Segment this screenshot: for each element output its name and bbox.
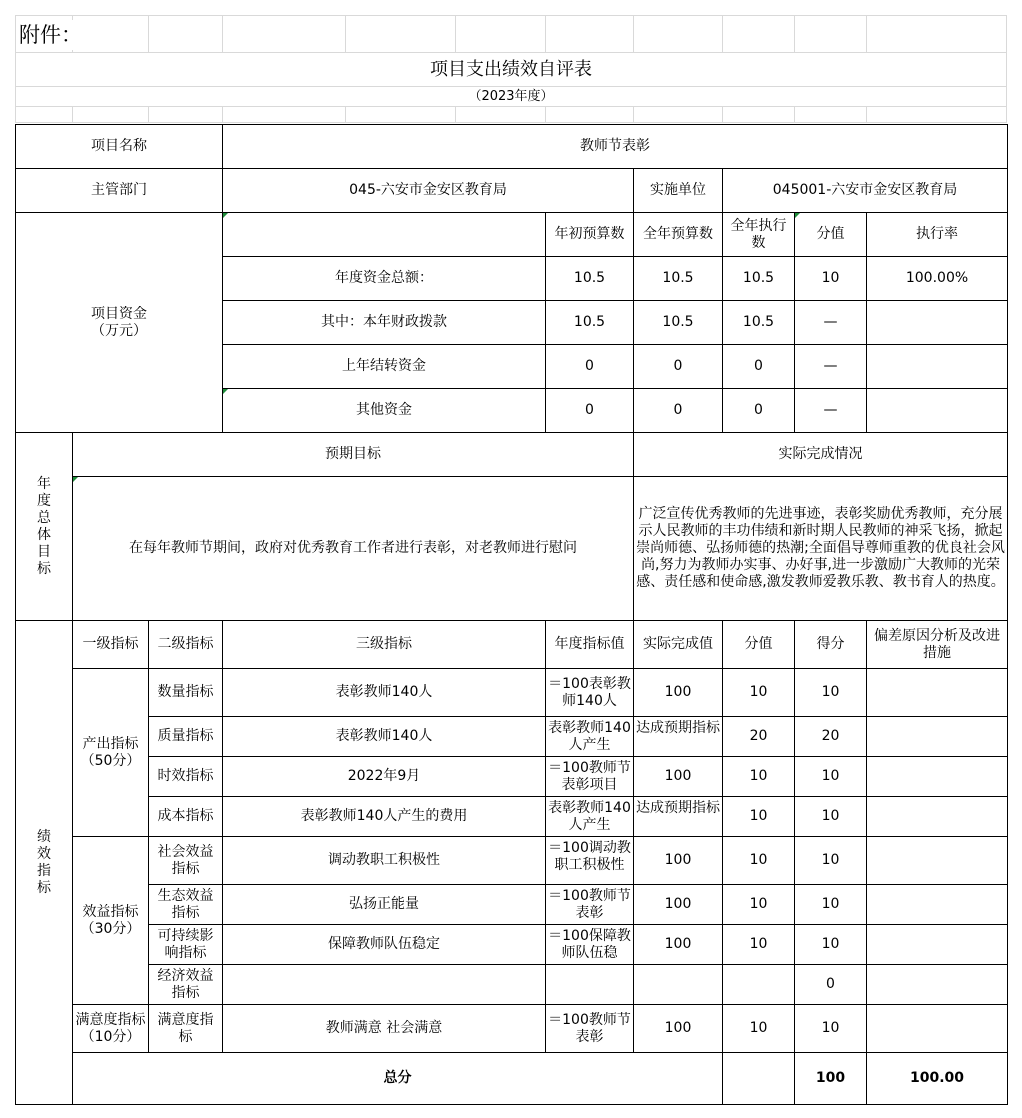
- project-name-label: 项目名称: [16, 125, 223, 169]
- note-cell: [867, 885, 1008, 925]
- page-title: 项目支出绩效自评表: [430, 59, 592, 80]
- score-cell: 10: [795, 885, 867, 925]
- funds-row-score-value: —: [795, 345, 867, 389]
- actual-cell: 100: [634, 837, 723, 885]
- level3-cell: 教师满意 社会满意: [223, 1005, 546, 1053]
- header-score-value: 分值: [723, 621, 795, 669]
- level2-cell: 生态效益指标: [149, 885, 223, 925]
- level2-cell: 可持续影响指标: [149, 925, 223, 965]
- actual-cell: 100: [634, 925, 723, 965]
- level3-cell: 表彰教师140人产生的费用: [223, 797, 546, 837]
- actual-cell: 达成预期指标: [634, 717, 723, 757]
- funds-row-executed: 10.5: [723, 301, 795, 345]
- target-cell: ＝100教师节表彰: [546, 1005, 634, 1053]
- target-cell: 表彰教师140人产生: [546, 797, 634, 837]
- score-value-cell: 20: [723, 717, 795, 757]
- actual-cell: 100: [634, 1005, 723, 1053]
- score-cell: 10: [795, 925, 867, 965]
- level1-benefit: 效益指标 （30分）: [73, 837, 149, 1005]
- actual-cell: 100: [634, 669, 723, 717]
- funds-row-score-value: 10: [795, 257, 867, 301]
- funds-row-initial: 10.5: [546, 301, 634, 345]
- report-year: （2023年度）: [468, 89, 554, 104]
- header-level2: 二级指标: [149, 621, 223, 669]
- level3-cell: 弘扬正能量: [223, 885, 546, 925]
- level3-cell: 表彰教师140人: [223, 669, 546, 717]
- dept-label: 主管部门: [16, 169, 223, 213]
- funds-row-annual: 0: [634, 389, 723, 433]
- indicator-row: [16, 717, 1008, 757]
- indicators-label: 绩 效 指 标: [16, 621, 73, 1105]
- indicator-row: [16, 797, 1008, 837]
- project-name: 教师节表彰: [223, 125, 1008, 169]
- funds-row-name: 其他资金: [223, 389, 546, 433]
- funds-header-initial: 年初预算数: [546, 213, 634, 257]
- score-value-cell: 10: [723, 797, 795, 837]
- score-value-cell: 10: [723, 837, 795, 885]
- funds-row-rate: [867, 301, 1008, 345]
- score-cell: 20: [795, 717, 867, 757]
- level3-cell: [223, 965, 546, 1005]
- level2-cell: 成本指标: [149, 797, 223, 837]
- header-target: 年度指标值: [546, 621, 634, 669]
- level2-cell: 社会效益指标: [149, 837, 223, 885]
- level3-cell: 保障教师队伍稳定: [223, 925, 546, 965]
- header-deviation: 偏差原因分析及改进措施: [867, 621, 1008, 669]
- target-cell: ＝100教师节表彰: [546, 885, 634, 925]
- header-score: 得分: [795, 621, 867, 669]
- funds-row-annual: 0: [634, 345, 723, 389]
- actual-result-text: 广泛宣传优秀教师的先进事迹，表彰奖励优秀教师，充分展示人民教师的丰功伟绩和新时期人民教师的神采飞扬，掀起崇尚师德、弘扬师德的热潮;全面倡导尊师重教的优良社会风尚,努力为教师办实事、办好事,进一步激励广大教师的光荣感、责任感和使命感,激发教师爱教乐教、教书育人的热度。: [634, 477, 1008, 621]
- indicator-row: [16, 965, 1008, 1005]
- note-cell: [867, 1005, 1008, 1053]
- score-cell: 10: [795, 757, 867, 797]
- note-cell: [867, 757, 1008, 797]
- score-cell: 10: [795, 669, 867, 717]
- attachment-label: 附件：: [19, 20, 86, 50]
- total-label: 总分: [73, 1053, 723, 1105]
- actual-cell: 100: [634, 757, 723, 797]
- funds-row-rate: [867, 345, 1008, 389]
- indicator-row: [16, 885, 1008, 925]
- score-value-cell: 10: [723, 1005, 795, 1053]
- unit-value: 045001-六安市金安区教育局: [723, 169, 1008, 213]
- level3-cell: 2022年9月: [223, 757, 546, 797]
- target-cell: 表彰教师140人产生: [546, 717, 634, 757]
- target-cell: ＝100调动教职工积极性: [546, 837, 634, 885]
- funds-row-initial: 0: [546, 345, 634, 389]
- funds-header-executed: 全年执行数: [723, 213, 795, 257]
- level3-cell: 表彰教师140人: [223, 717, 546, 757]
- funds-row-name: 年度资金总额：: [223, 257, 546, 301]
- funds-header-rate: 执行率: [867, 213, 1008, 257]
- funds-row-score-value: —: [795, 389, 867, 433]
- header-actual: 实际完成值: [634, 621, 723, 669]
- score-cell: 0: [795, 965, 867, 1005]
- funds-row-score-value: —: [795, 301, 867, 345]
- actual-cell: 100: [634, 885, 723, 925]
- expected-goal-header: 预期目标: [73, 433, 634, 477]
- indicator-row: [16, 757, 1008, 797]
- indicator-row: [16, 669, 1008, 717]
- score-value-cell: 10: [723, 925, 795, 965]
- funds-row-initial: 10.5: [546, 257, 634, 301]
- funds-row-name: 上年结转资金: [223, 345, 546, 389]
- score-value-cell: 10: [723, 885, 795, 925]
- target-cell: ＝100教师节表彰项目: [546, 757, 634, 797]
- funds-header-blank: [223, 213, 546, 257]
- indicator-row: [16, 1005, 1008, 1053]
- note-cell: [867, 965, 1008, 1005]
- target-cell: [546, 965, 634, 1005]
- note-cell: [867, 717, 1008, 757]
- score-cell: 10: [795, 837, 867, 885]
- indicator-row: [16, 925, 1008, 965]
- funds-row-rate: 100.00%: [867, 257, 1008, 301]
- funds-row-annual: 10.5: [634, 301, 723, 345]
- note-cell: [867, 925, 1008, 965]
- total-score-value: 100: [795, 1053, 867, 1105]
- funds-row-initial: 0: [546, 389, 634, 433]
- funds-label: 项目资金 （万元）: [16, 213, 223, 433]
- score-value-cell: 10: [723, 669, 795, 717]
- funds-row-name: 其中：本年财政拨款: [223, 301, 546, 345]
- level1-output: 产出指标 （50分）: [73, 669, 149, 837]
- actual-cell: [634, 965, 723, 1005]
- target-cell: ＝100保障教师队伍稳: [546, 925, 634, 965]
- note-cell: [867, 669, 1008, 717]
- note-cell: [867, 837, 1008, 885]
- header-level3: 三级指标: [223, 621, 546, 669]
- level2-cell: 质量指标: [149, 717, 223, 757]
- funds-row-executed: 10.5: [723, 257, 795, 301]
- performance-table: [15, 124, 1008, 1105]
- level2-cell: 数量指标: [149, 669, 223, 717]
- goals-label: 年 度 总 体 目 标: [16, 433, 73, 621]
- funds-row-executed: 0: [723, 345, 795, 389]
- level2-cell: 时效指标: [149, 757, 223, 797]
- level3-cell: 调动教职工积极性: [223, 837, 546, 885]
- score-value-cell: [723, 965, 795, 1005]
- funds-header-annual: 全年预算数: [634, 213, 723, 257]
- note-cell: [867, 797, 1008, 837]
- target-cell: ＝100表彰教师140人: [546, 669, 634, 717]
- level2-cell: 满意度指标: [149, 1005, 223, 1053]
- header-level1: 一级指标: [73, 621, 149, 669]
- level1-satisfaction: 满意度指标（10分）: [73, 1005, 149, 1053]
- title-area: [16, 53, 1006, 86]
- funds-row-annual: 10.5: [634, 257, 723, 301]
- unit-label: 实施单位: [634, 169, 723, 213]
- dept-value: 045-六安市金安区教育局: [223, 169, 634, 213]
- score-cell: 10: [795, 797, 867, 837]
- year-area: [16, 87, 1006, 106]
- total-score: 100.00: [867, 1053, 1008, 1105]
- total-blank: [723, 1053, 795, 1105]
- funds-row-rate: [867, 389, 1008, 433]
- indicator-row: [16, 837, 1008, 885]
- level2-cell: 经济效益指标: [149, 965, 223, 1005]
- funds-row-executed: 0: [723, 389, 795, 433]
- funds-header-score-value: 分值: [795, 213, 867, 257]
- score-cell: 10: [795, 1005, 867, 1053]
- score-value-cell: 10: [723, 757, 795, 797]
- actual-cell: 达成预期指标: [634, 797, 723, 837]
- actual-result-header: 实际完成情况: [634, 433, 1008, 477]
- expected-goal-text: 在每年教师节期间，政府对优秀教育工作者进行表彰，对老教师进行慰问: [73, 477, 634, 621]
